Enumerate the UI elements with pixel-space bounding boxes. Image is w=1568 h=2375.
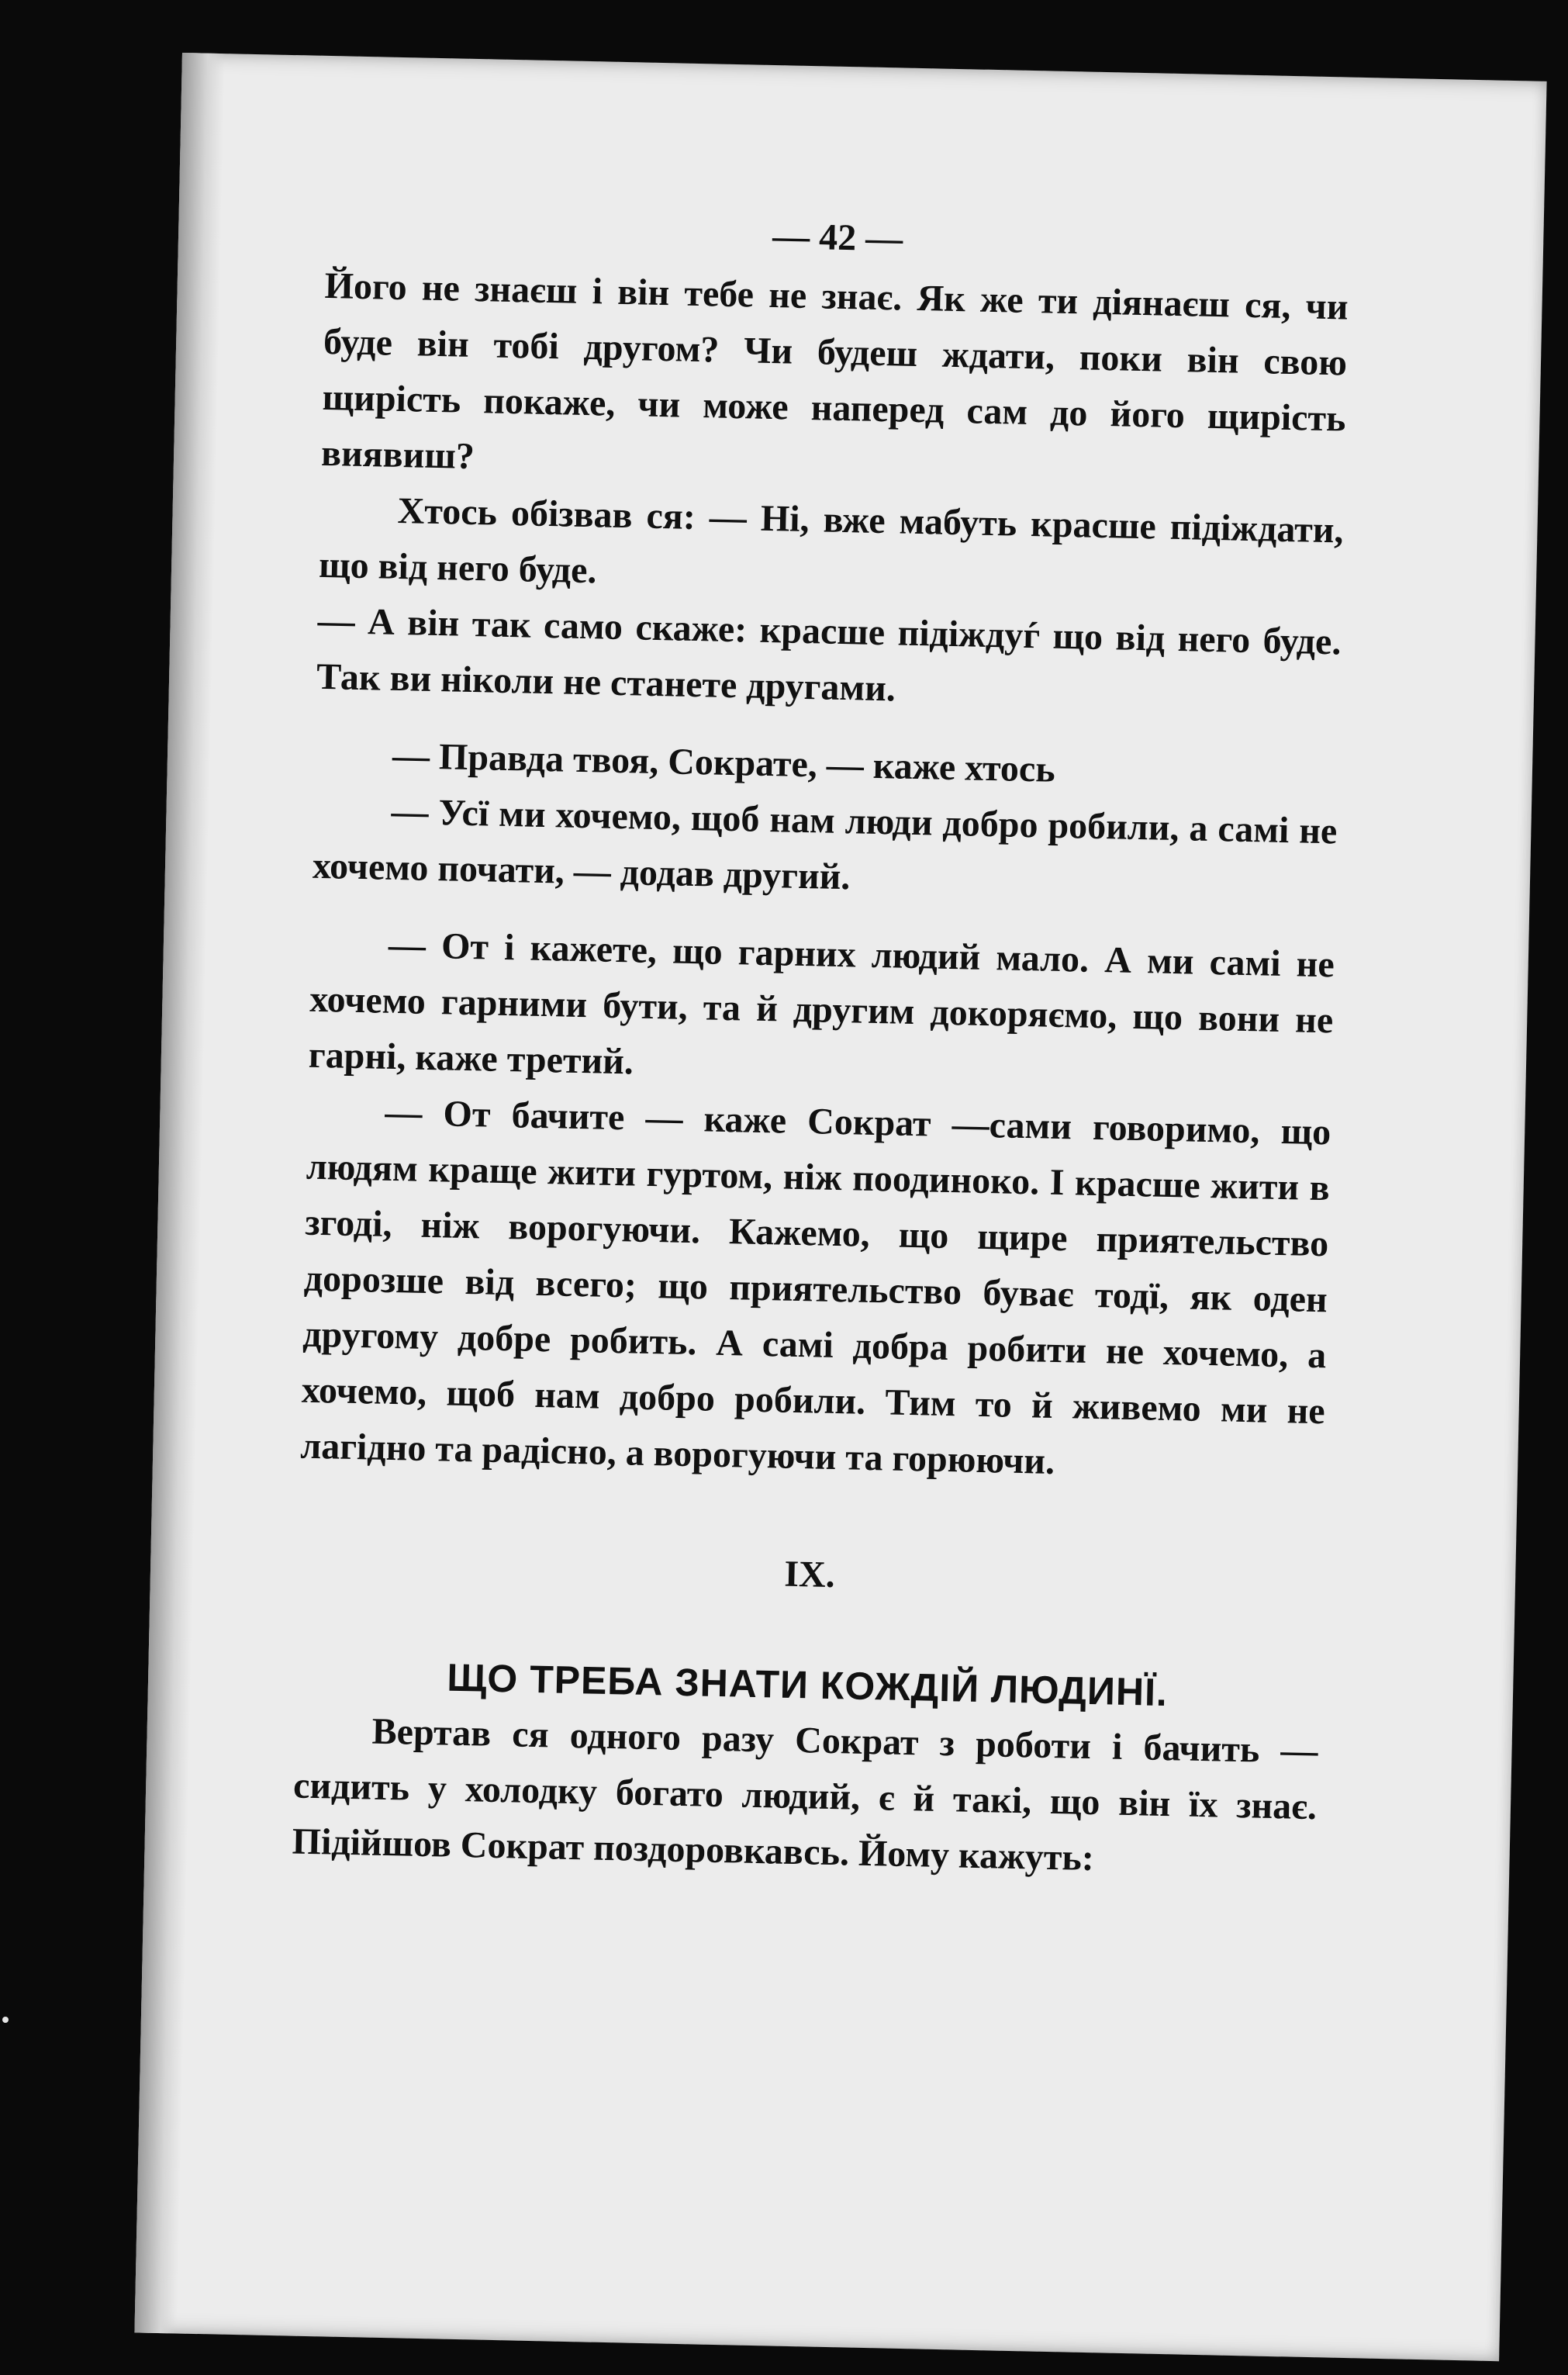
paragraph: — Правда твоя, Сократе, — каже хтось xyxy=(392,735,1056,790)
page-text xyxy=(292,199,1350,1891)
page-number: — 42 — xyxy=(772,215,903,260)
section-title: ЩО ТРЕБА ЗНАТИ КОЖДІЙ ЛЮДИНЇ. xyxy=(446,1655,1169,1715)
paragraph: — От бачите — каже Сократ —сами говоримо, що людям краще жити гуртом, ніж поодиноко. І красше жити в згоді, ніж ворогуючи. Кажемо, що щире приятельство дорозше від всего; що приятельство буває тодї, як оден другому добре робить. А самі добра робити не хочемо, а хочемо, щоб нам добро робили. Тим то й живемо ми не лагідно та радісно, а ворогуючи та горюючи. xyxy=(299,1091,1331,1482)
paragraph: Його не знаєш і він тебе не знає. Як же ти діянаєш ся, чи буде він тобі другом? Чи будеш ждати, поки він свою щирість покаже, чи може наперед сам до його щирість виявиш? xyxy=(320,264,1349,478)
book-page xyxy=(134,53,1546,2361)
paragraph: — От і кажете, що гарних людий мало. А ми самі не хочемо гарними бути, та й другим докоряємо, що вони не гарні, каже третий. xyxy=(308,924,1335,1083)
section-number: IX. xyxy=(783,1553,836,1596)
paragraph: Хтось обізвав ся: — Ні, вже мабуть красше підіждати, що від него буде. xyxy=(318,489,1344,592)
paragraph: — Усї ми хочемо, щоб нам люди добро робили, а самі не хочемо почати, — додав другий. xyxy=(312,790,1338,898)
scan-speck xyxy=(2,2017,9,2023)
paragraph: — А він так само скаже: красше підіждуѓ що від него буде. Так ви ніколи не станете другами. xyxy=(316,600,1342,710)
section-paragraph: Вертав ся одного разу Сократ з роботи і бачить — сидить у холодку богато людий, є й такі, що він їх знає. Підійшов Сократ поздоровкавсь. Йому кажуть: xyxy=(292,1710,1319,1879)
